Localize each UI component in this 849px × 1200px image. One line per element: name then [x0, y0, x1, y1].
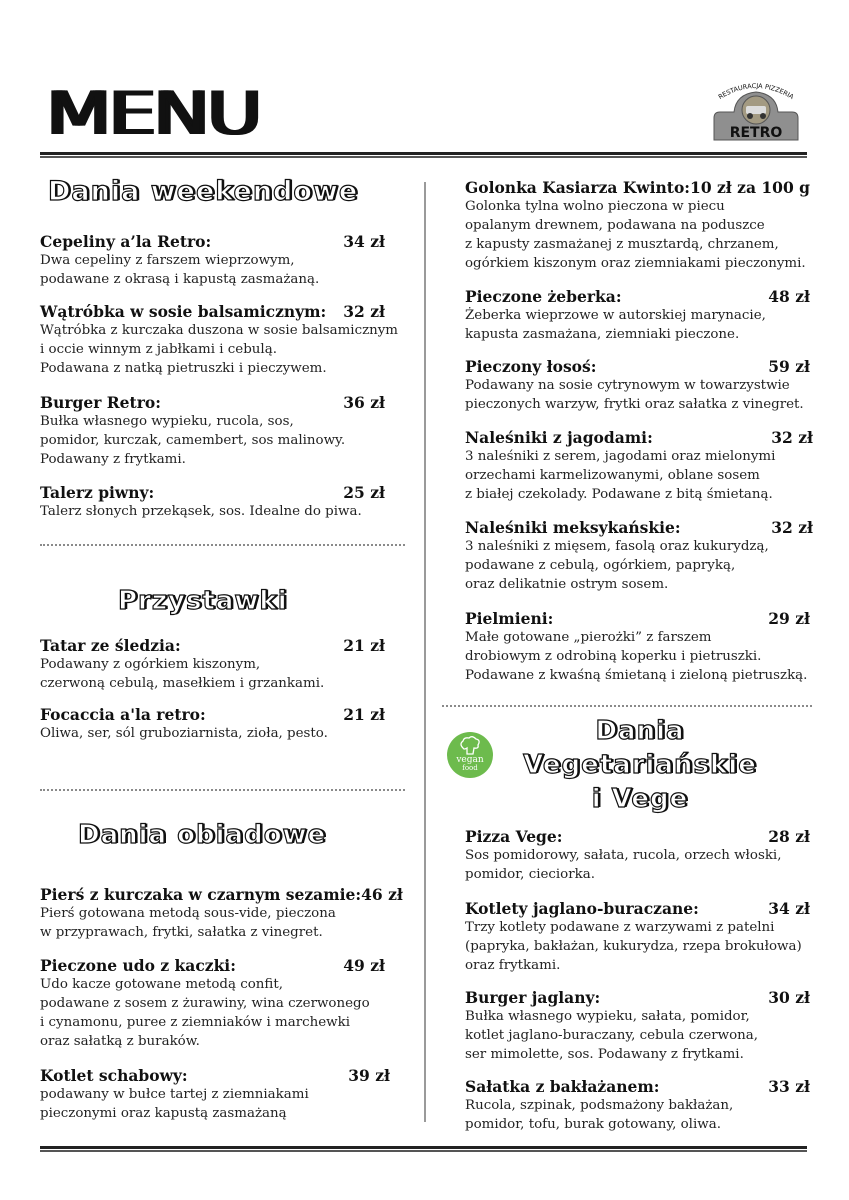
menu-item: [40, 483, 385, 521]
item-name: Burger Retro:: [40, 393, 161, 412]
item-price: 21 zł: [343, 705, 385, 724]
item-name: Pieczone udo z kaczki:: [40, 956, 236, 975]
svg-text:RESTAURACJA PIZZERIA: RESTAURACJA PIZZERIA: [716, 81, 796, 102]
item-price: 39 zł: [348, 1066, 390, 1085]
menu-item: [40, 393, 385, 469]
menu-item: [465, 609, 810, 685]
item-description: Sos pomidorowy, sałata, rucola, orzech włoski, pomidor, cieciorka.: [465, 848, 782, 882]
item-description: Podawany na sosie cytrynowym w towarzystwie pieczonych warzyw, frytki oraz sałatka z vinegret.: [465, 378, 804, 412]
item-description: Trzy kotlety podawane z warzywami z patelni (papryka, bakłażan, kukurydza, rzepa brokułowa) oraz frytkami.: [465, 920, 802, 973]
item-price: 36 zł: [343, 393, 385, 412]
menu-item: [465, 1077, 810, 1134]
item-name: Pielmieni:: [465, 609, 554, 628]
item-description: Bułka własnego wypieku, sałata, pomidor, kotlet jaglano-buraczany, cebula czerwona, ser mimolette, sos. Podawany z frytkami.: [465, 1009, 759, 1062]
footer-divider: [40, 1146, 807, 1152]
item-price: 34 zł: [768, 899, 810, 918]
item-name: Sałatka z bakłażanem:: [465, 1077, 660, 1096]
item-name: Burger jaglany:: [465, 988, 601, 1007]
item-name: Focaccia a'la retro:: [40, 705, 206, 724]
item-price: 30 zł: [768, 988, 810, 1007]
section-title-vege: Dania Vegetariańskie i Vege: [523, 716, 757, 814]
item-description: Żeberka wieprzowe w autorskiej marynacie, kapusta zasmażana, ziemniaki pieczone.: [465, 308, 766, 342]
item-price: 59 zł: [768, 357, 810, 376]
item-name: Wątróbka w sosie balsamicznym:: [40, 302, 327, 321]
menu-item: [40, 636, 385, 693]
item-description: Talerz słonych przekąsek, sos. Idealne do piwa.: [40, 504, 362, 519]
item-price: 25 zł: [343, 483, 385, 502]
item-price: 32 zł: [343, 302, 385, 321]
item-name: Pierś z kurczaka w czarnym sezamie:: [40, 885, 362, 904]
item-description: Oliwa, ser, sól gruboziarnista, zioła, pesto.: [40, 726, 328, 741]
item-name: Kotlet schabowy:: [40, 1066, 188, 1085]
item-description: podawany w bułce tartej z ziemniakami pieczonymi oraz kapustą zasmażaną: [40, 1087, 309, 1121]
item-description: Rucola, szpinak, podsmażony bakłażan, pomidor, tofu, burak gotowany, oliwa.: [465, 1098, 734, 1132]
item-description: Małe gotowane „pierożki” z farszem drobiowym z odrobiną koperku i pietruszki. Podawane z kwaśną śmietaną i zieloną pietruszką.: [465, 630, 808, 683]
item-price: 10 zł za 100 g: [690, 178, 810, 197]
svg-text:RETRO: RETRO: [729, 125, 783, 141]
column-divider: [424, 182, 426, 1122]
item-description: Podawany z ogórkiem kiszonym, czerwoną cebulą, masełkiem i grzankami.: [40, 657, 325, 691]
item-name: Naleśniki z jagodami:: [465, 428, 653, 447]
item-price: 32 zł: [771, 518, 813, 537]
item-price: 34 zł: [343, 232, 385, 251]
vegan-food-badge: vegan food: [447, 732, 493, 778]
item-name: Naleśniki meksykańskie:: [465, 518, 681, 537]
item-description: Dwa cepeliny z farszem wieprzowym, podawane z okrasą i kapustą zasmażaną.: [40, 253, 320, 287]
item-name: Talerz piwny:: [40, 483, 155, 502]
menu-item: [465, 357, 810, 414]
menu-item: [40, 302, 399, 378]
item-description: Pierś gotowana metodą sous-vide, pieczona w przyprawach, frytki, sałatka z vinegret.: [40, 906, 336, 940]
section-separator: [40, 789, 405, 791]
item-description: 3 naleśniki z serem, jagodami oraz mielonymi orzechami karmelizowanymi, oblane sosem z białej czekolady. Podawane z bitą śmietaną.: [465, 449, 776, 502]
item-name: Cepeliny a’la Retro:: [40, 232, 212, 251]
item-price: 32 zł: [771, 428, 813, 447]
item-price: 21 zł: [343, 636, 385, 655]
menu-item: [40, 232, 385, 289]
menu-item: [465, 988, 810, 1064]
item-description: 3 naleśniki z mięsem, fasolą oraz kukurydzą, podawane z cebulą, ogórkiem, papryką, oraz delikatnie ostrym sosem.: [465, 539, 769, 592]
item-price: 33 zł: [768, 1077, 810, 1096]
restaurant-logo: [706, 80, 806, 142]
section-title-starters: Przystawki: [118, 586, 288, 616]
section-separator: [442, 705, 812, 707]
item-price: 48 zł: [768, 287, 810, 306]
item-name: Pieczone żeberka:: [465, 287, 622, 306]
menu-item: [40, 885, 403, 942]
item-price: 28 zł: [768, 827, 810, 846]
menu-item: [465, 827, 810, 884]
header-divider: [40, 152, 807, 158]
item-description: Bułka własnego wypieku, rucola, sos, pomidor, kurczak, camembert, sos malinowy. Podawany z frytkami.: [40, 414, 346, 467]
item-price: 49 zł: [343, 956, 385, 975]
menu-title: MENU: [44, 79, 258, 149]
item-price: 29 zł: [768, 609, 810, 628]
item-description: Udo kacze gotowane metodą confit, podawane z sosem z żurawiny, wina czerwonego i cynamonu, puree z ziemniaków i marchewki oraz sałatką z buraków.: [40, 977, 370, 1049]
section-title-lunch: Dania obiadowe: [78, 820, 327, 850]
menu-item: [40, 705, 385, 743]
item-price: 46 zł: [361, 885, 403, 904]
menu-item: [465, 518, 813, 594]
item-name: Kotlety jaglano-buraczane:: [465, 899, 699, 918]
section-title-weekend: Dania weekendowe: [48, 176, 359, 207]
item-name: Golonka Kasiarza Kwinto:: [465, 178, 691, 197]
menu-item: [465, 178, 810, 273]
item-name: Pieczony łosoś:: [465, 357, 597, 376]
menu-item: [465, 287, 810, 344]
item-name: Pizza Vege:: [465, 827, 563, 846]
menu-item: [465, 428, 813, 504]
item-description: Wątróbka z kurczaka duszona w sosie balsamicznym i occie winnym z jabłkami i cebulą. Podawana z natką pietruszki i pieczywem.: [40, 323, 399, 376]
section-separator: [40, 544, 405, 546]
item-description: Golonka tylna wolno pieczona w piecu opalanym drewnem, podawana na poduszce z kapusty zasmażanej z musztardą, chrzanem, ogórkiem kiszonym oraz ziemniakami pieczonymi.: [465, 199, 806, 271]
item-name: Tatar ze śledzia:: [40, 636, 181, 655]
menu-item: [40, 1066, 390, 1123]
menu-item: [465, 899, 810, 975]
menu-item: [40, 956, 385, 1051]
